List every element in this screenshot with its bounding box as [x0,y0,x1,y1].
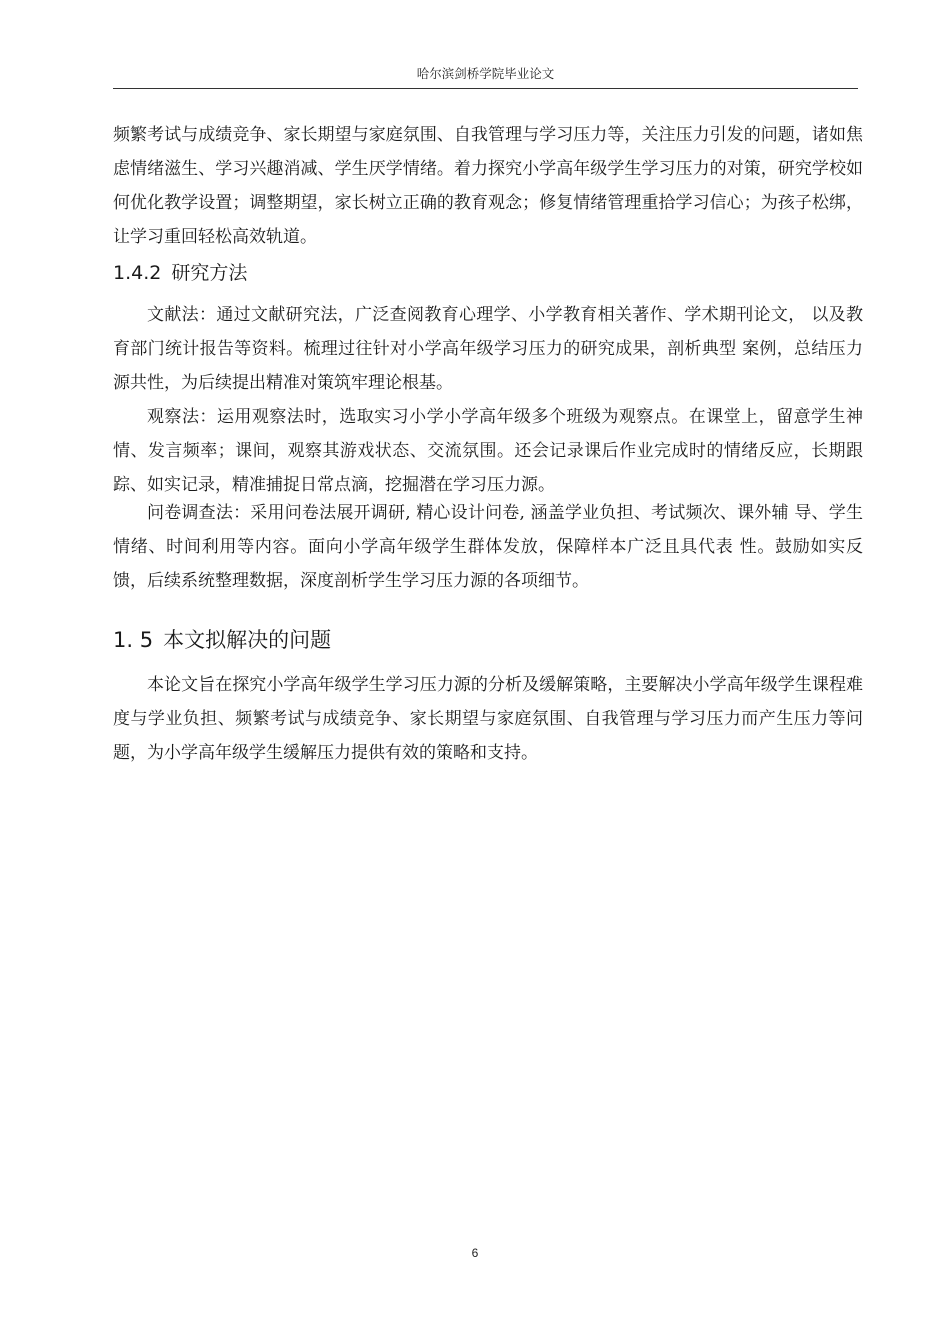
paragraph-literature-method: 文献法：通过文献研究法，广泛查阅教育心理学、小学教育相关著作、学术期刊论文， 以及教育部门统计报告等资料。梳理过往针对小学高年级学习压力的研究成果，剖析典型 案例，总结压力源共性，为后续提出精准对策筑牢理论根基。 [113,305,863,393]
paragraph-observation-method: 观察法：运用观察法时，选取实习小学小学高年级多个班级为观察点。在课堂上，留意学生神情、发言频率；课间，观察其游戏状态、交流氛围。还会记录课后作业完成时的情绪反应，长期跟踪、如实记录，精准捕捉日常点滴，挖掘潜在学习压力源。 [113,407,863,495]
page-number: 6 [471,1246,479,1260]
paragraph-questionnaire-method: 问卷调查法：采用问卷法展开调研, 精心设计问卷, 涵盖学业负担、考试频次、课外辅 导、学生情绪、时间利用等内容。面向小学高年级学生群体发放，保障样本广泛且具代表 性。鼓励如实反馈，后续系统整理数据，深度剖析学生学习压力源的各项细节。 [113,503,863,591]
section-number: 1. 5 [113,628,154,652]
section-number: 1.4.2 [113,262,162,284]
section-heading-1-5 [113,626,331,654]
section-heading-1-4-2 [113,261,247,285]
page-header [113,60,858,89]
continued-paragraph: 频繁考试与成绩竞争、家长期望与家庭氛围、自我管理与学习压力等，关注压力引发的问题，诸如焦虑情绪滋生、学习兴趣消减、学生厌学情绪。着力探究小学高年级学生学习压力的对策，研究学校如何优化教学设置；调整期望，家长树立正确的教育观念；修复情绪管理重拾学习信心；为孩子松绑，让学习重回轻松高效轨道。 [113,125,863,247]
section-title: 研究方法 [171,262,248,284]
paragraph-research-problems: 本论文旨在探究小学高年级学生学习压力源的分析及缓解策略，主要解决小学高年级学生课程难度与学业负担、频繁考试与成绩竞争、家长期望与家庭氛围、自我管理与学习压力而产生压力等问题，为小学高年级学生缓解压力提供有效的策略和支持。 [113,675,863,763]
section-title: 本文拟解决的问题 [163,628,332,652]
header-title: 哈尔滨剑桥学院毕业论文 [416,66,555,81]
